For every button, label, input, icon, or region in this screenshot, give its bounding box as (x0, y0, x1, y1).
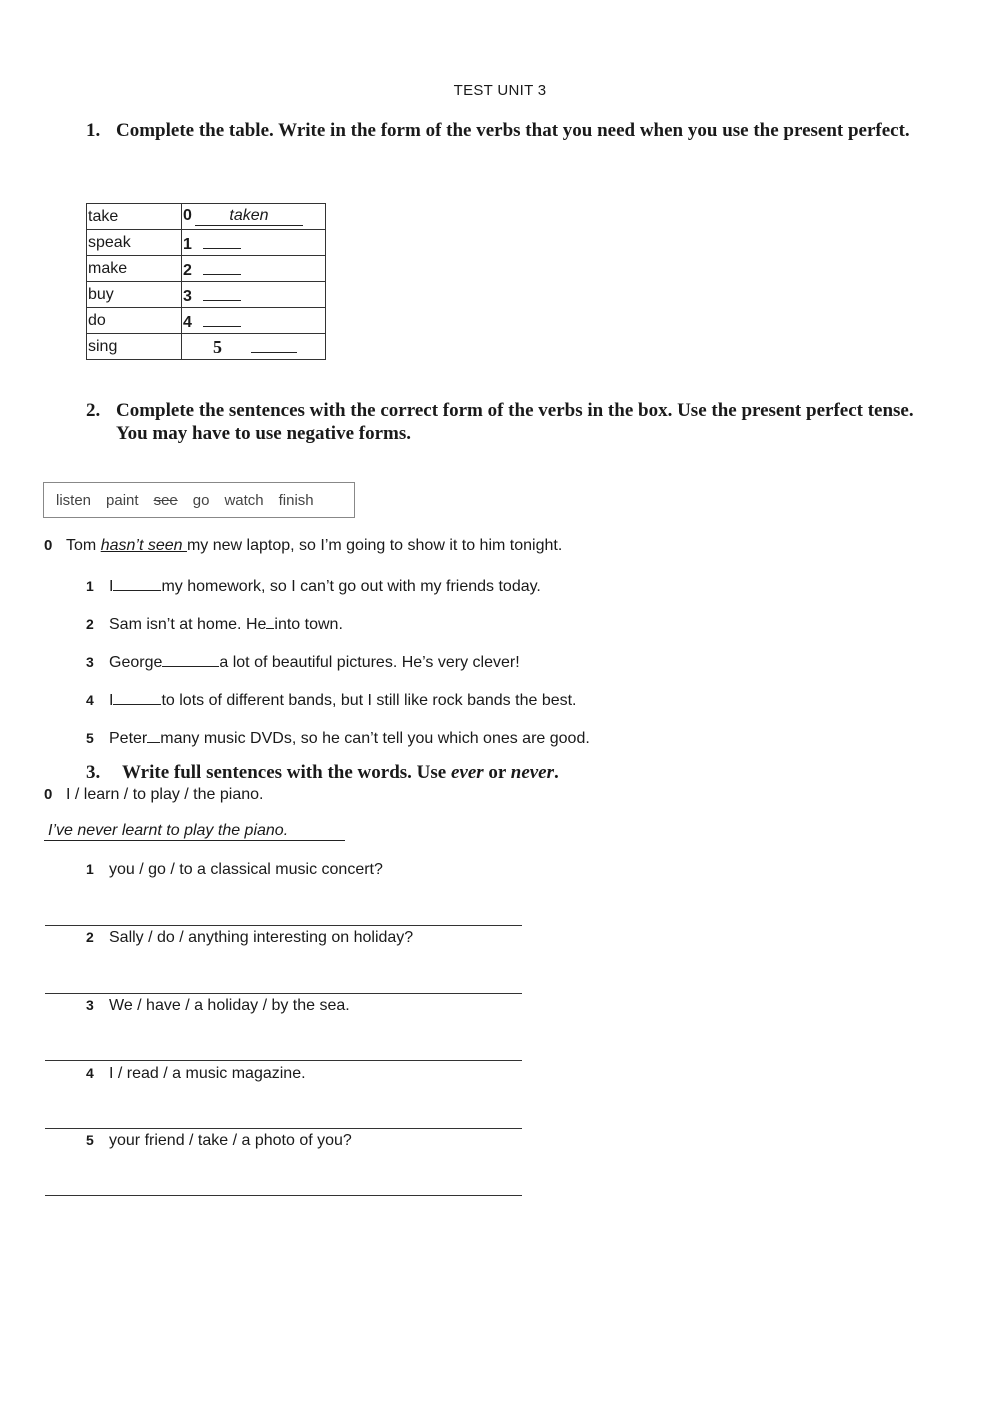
question-3-number: 3. (86, 762, 101, 783)
question-3-heading (86, 761, 926, 784)
example-sentence (44, 537, 562, 555)
prompt-text: I / learn / to play / the piano. (66, 786, 264, 803)
answer-line[interactable] (45, 1195, 522, 1196)
example-prompt (44, 786, 263, 804)
item-number: 2 (86, 929, 94, 945)
example-number: 0 (44, 537, 53, 554)
answer-line[interactable] (45, 1060, 522, 1061)
answer-blank[interactable] (147, 726, 160, 743)
item-number: 1 (86, 578, 94, 594)
prompt-text: We / have / a holiday / by the sea. (109, 997, 350, 1014)
answer-cell[interactable] (182, 256, 326, 282)
verb-cell: sing (87, 334, 182, 360)
page-title: TEST UNIT 3 (453, 82, 547, 99)
word-box-word: listen (56, 491, 92, 509)
sentence-end: to lots of different bands, but I still like rock bands the best. (161, 692, 577, 709)
answer-cell (182, 204, 326, 230)
question-1-text: Complete the table. Write in the form of the verbs that you need when you use the present perfect. (116, 120, 910, 141)
sentence-end: into town. (274, 616, 343, 633)
prompt-text: I / read / a music magazine. (109, 1065, 306, 1082)
answer-blank[interactable] (162, 650, 219, 667)
sentence-start: Tom (66, 537, 97, 554)
item-number: 3 (86, 654, 94, 670)
example-answer: taken (195, 207, 303, 226)
table-row (87, 308, 326, 334)
answer-cell[interactable] (182, 308, 326, 334)
answer-line[interactable] (45, 925, 522, 926)
item-number: 2 (86, 616, 94, 632)
answer-number: 3 (183, 287, 192, 305)
verb-table (86, 203, 326, 360)
answer-blank[interactable] (203, 310, 241, 327)
table-row (87, 282, 326, 308)
prompt-item (86, 929, 413, 947)
word-box-word-crossed: see (153, 491, 178, 509)
question-2-heading (86, 399, 926, 445)
answer-number: 1 (183, 235, 192, 253)
table-row (87, 256, 326, 282)
table-row (87, 204, 326, 230)
verb-cell: make (87, 256, 182, 282)
example-answer: I’ve never learnt to play the piano. (44, 822, 345, 841)
table-row (87, 230, 326, 256)
sentence-start: George (109, 654, 163, 671)
sentence-item (86, 650, 520, 672)
verb-cell: do (87, 308, 182, 334)
answer-blank[interactable] (203, 232, 241, 249)
prompt-item (86, 1065, 306, 1083)
example-answer: hasn’t seen (100, 537, 187, 554)
verb-cell: buy (87, 282, 182, 308)
prompt-item (86, 997, 350, 1015)
sentence-end: many music DVDs, so he can’t tell you which ones are good. (160, 730, 590, 747)
table-row (87, 334, 326, 360)
prompt-text: Sally / do / anything interesting on holiday? (109, 929, 414, 946)
answer-number: 2 (183, 261, 192, 279)
item-number: 3 (86, 997, 94, 1013)
answer-blank[interactable] (203, 258, 241, 275)
sentence-item (86, 688, 577, 710)
question-2-number: 2. (86, 400, 101, 421)
sentence-start: I (109, 692, 114, 709)
word-box-word: watch (224, 491, 264, 509)
answer-blank[interactable] (203, 284, 241, 301)
answer-blank[interactable] (113, 574, 161, 591)
answer-cell[interactable] (182, 334, 326, 360)
word-box-word: paint (106, 491, 139, 509)
verb-cell: take (87, 204, 182, 230)
prompt-text: your friend / take / a photo of you? (109, 1132, 352, 1149)
item-number: 4 (86, 1065, 94, 1081)
prompt-text: you / go / to a classical music concert? (109, 861, 383, 878)
question-1-number: 1. (86, 120, 101, 141)
answer-number: 5 (213, 336, 222, 357)
answer-cell[interactable] (182, 230, 326, 256)
sentence-start: Peter (109, 730, 148, 747)
sentence-end: my homework, so I can’t go out with my friends today. (161, 578, 541, 595)
item-number: 4 (86, 692, 94, 708)
question-1-heading (86, 119, 926, 142)
answer-blank[interactable] (251, 336, 297, 353)
prompt-item (86, 1132, 352, 1150)
sentence-item (86, 612, 343, 634)
answer-line[interactable] (45, 1128, 522, 1129)
sentence-item (86, 574, 541, 596)
item-number: 1 (86, 861, 94, 877)
question-3-text: Write full sentences with the words. Use ever or never. (122, 762, 559, 783)
item-number: 5 (86, 1132, 94, 1148)
item-number: 5 (86, 730, 94, 746)
answer-number: 0 (183, 207, 192, 224)
answer-line[interactable] (45, 993, 522, 994)
answer-number: 4 (183, 313, 192, 331)
sentence-start: I (109, 578, 114, 595)
answer-blank[interactable] (113, 688, 161, 705)
word-box-word: finish (278, 491, 314, 509)
sentence-end: my new laptop, so I’m going to show it to him tonight. (186, 537, 563, 554)
answer-cell[interactable] (182, 282, 326, 308)
prompt-item (86, 861, 383, 879)
sentence-item (86, 726, 590, 748)
word-box (43, 482, 355, 518)
example-number: 0 (44, 786, 53, 803)
sentence-end: a lot of beautiful pictures. He’s very clever! (219, 654, 520, 671)
question-2-text: Complete the sentences with the correct form of the verbs in the box. Use the present perfect tense. You may have to use negative forms. (116, 400, 914, 444)
verb-cell: speak (87, 230, 182, 256)
sentence-start: Sam isn’t at home. He (109, 616, 267, 633)
word-box-word: go (192, 491, 210, 509)
